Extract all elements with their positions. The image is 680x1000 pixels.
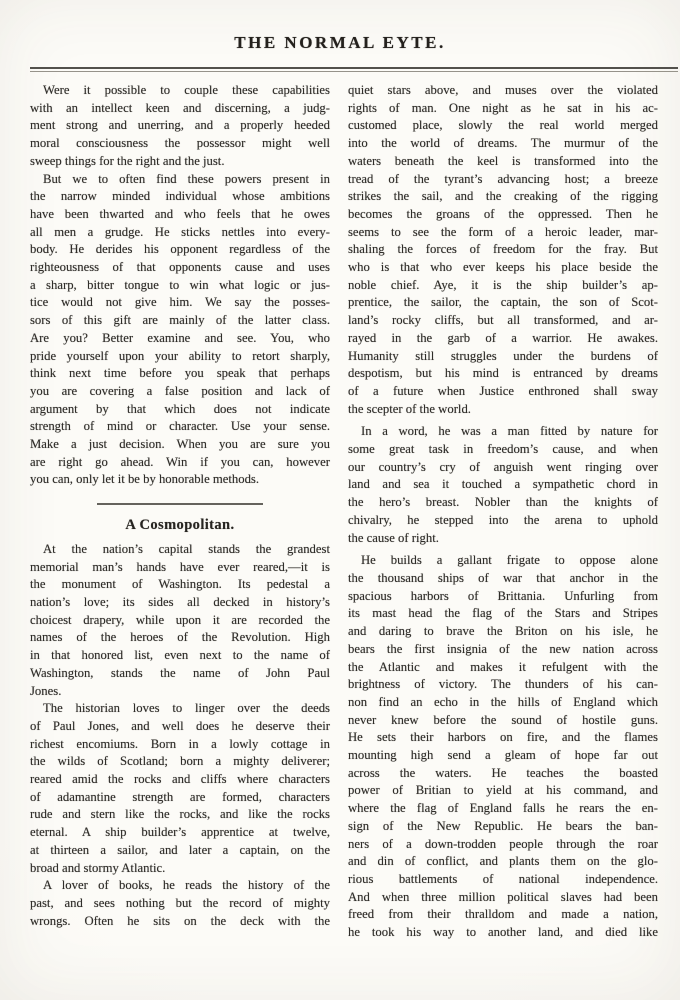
- text-line: you can, only let it be by honorable methods.: [30, 472, 260, 487]
- left-column: [30, 82, 330, 942]
- text-line: never knew before the sound of hostile guns.: [348, 712, 658, 727]
- text-line: He builds a gallant frigate to oppose alone: [361, 553, 658, 568]
- text-line: sign of the New Republic. He bears the ban-: [348, 818, 658, 833]
- text-line: prentice, the sailor, the captain, the son of Scot-: [348, 295, 658, 310]
- text-line: pride yourself upon your ability to retort sharply,: [30, 348, 330, 363]
- text-line: righteousness of that opponents cause and uses: [30, 260, 330, 275]
- text-line: But we to often find these powers present in: [43, 171, 330, 186]
- paragraph: [30, 877, 330, 930]
- text-line: of Paul Jones, and well does he deserve their: [30, 718, 330, 733]
- text-line: of adamantine strength are formed, characters: [30, 789, 330, 804]
- text-line: shaling the forces of freedom for the fray. But: [348, 242, 658, 257]
- text-line: Were it possible to couple these capabilities: [43, 83, 330, 97]
- text-line: becomes the groans of the oppressed. Then he: [348, 206, 658, 221]
- text-line: its mast head the flag of the Stars and Stripes: [348, 606, 658, 621]
- text-line: reared amid the rocks and cliffs where characters: [30, 772, 330, 787]
- text-line: in that honored list, even next to the name of: [30, 648, 330, 663]
- text-line: quiet stars above, and muses over the violated: [348, 83, 658, 97]
- text-line: where the flag of England falls he rears the en-: [348, 801, 658, 816]
- text-line: the cause of right.: [348, 530, 439, 545]
- paragraph: [30, 541, 330, 700]
- text-line: with an intellect keen and discerning, a judg-: [30, 100, 330, 115]
- text-line: rights of man. One night as he sat in his ac-: [348, 100, 658, 115]
- paragraph: [348, 423, 658, 547]
- text-line: you are covering a false position and lack of: [30, 383, 330, 398]
- text-line: waters beneath the keel is transformed into the: [348, 153, 658, 168]
- text-line: seems to see the form of a heroic leader, mar-: [348, 224, 658, 239]
- text-line: are right go ahead. Win if you can, however: [30, 454, 330, 469]
- text-line: despotism, but his mind is entranced by dreams: [348, 366, 658, 381]
- text-line: The historian loves to linger over the deeds: [43, 701, 330, 716]
- text-line: memorial man’s hands have ever reared,—it is: [30, 559, 330, 574]
- text-line: have been thwarted and who feels that he owes: [30, 206, 330, 221]
- text-line: strength of mind or character. Use your sense.: [30, 419, 330, 434]
- text-line: he took his way to another land, and died like: [348, 925, 658, 940]
- paragraph: [348, 552, 658, 941]
- text-line: eternal. A ship builder’s apprentice at twelve,: [30, 825, 330, 840]
- text-line: the scepter of the world.: [348, 401, 471, 416]
- text-line: tread of the tyrant’s advancing host; a breeze: [348, 171, 658, 186]
- text-line: mounting high send a gleam of hope far out: [348, 748, 658, 763]
- text-line: argument by that which does not indicate: [30, 401, 330, 416]
- text-line: past, and sees nothing but the record of mighty: [30, 895, 330, 910]
- text-line: choicest drapery, while upon it are recorded the: [30, 612, 330, 627]
- text-line: Are you? Better examine and see. You, who: [30, 330, 330, 345]
- text-line: who is that who ever keeps his place beside the: [348, 260, 658, 275]
- text-line: bears the first insignia of the new nation across: [348, 641, 658, 656]
- text-line: the wilds of Scotland; born a mighty deliverer;: [30, 754, 330, 769]
- text-line: body. He derides his opponent regardless of the: [30, 242, 330, 257]
- paragraph: [30, 171, 330, 490]
- text-line: the Atlantic and makes it refulgent with the: [348, 659, 658, 674]
- text-line: strikes the sail, and the creaking of the rigging: [348, 189, 658, 204]
- text-line: and daring to brave the Briton on his isle, he: [348, 624, 658, 639]
- section-divider: [97, 503, 263, 505]
- paragraph: [30, 700, 330, 877]
- text-line: Humanity still struggles under the burdens of: [348, 348, 658, 363]
- text-line: moral consciousness the possessor might well: [30, 136, 330, 151]
- text-line: broad and stormy Atlantic.: [30, 860, 166, 875]
- text-line: In a word, he was a man fitted by nature for: [361, 424, 658, 439]
- text-line: the hero’s breast. Nobler than the knights of: [348, 495, 658, 510]
- text-line: ment strong and unerring, and a properly heeded: [30, 118, 330, 133]
- text-line: noble chief. Aye, it is the ship builder’s ap-: [348, 277, 658, 292]
- text-columns: [30, 82, 658, 942]
- text-line: power of Britian to yield at his command, and: [348, 783, 658, 798]
- text-line: At the nation’s capital stands the grandest: [43, 541, 330, 556]
- text-line: A lover of books, he reads the history of the: [43, 878, 330, 893]
- text-line: And when three million political slaves had been: [348, 889, 658, 904]
- text-line: think next time before you speak that perhaps: [30, 366, 330, 381]
- text-line: names of the heroes of the Revolution. High: [30, 630, 330, 645]
- text-line: freed from their thralldom and made a nation,: [348, 907, 658, 922]
- right-column: [348, 82, 658, 942]
- text-line: customed place, slowly the real world merged: [348, 118, 658, 133]
- text-line: the monument of Washington. Its pedestal a: [30, 577, 330, 592]
- text-line: some great task in freedom’s cause, and when: [348, 442, 658, 457]
- text-line: into the world of dreams. The murmur of the: [348, 136, 658, 151]
- text-line: He sets their harbors on fire, and the flames: [348, 730, 658, 745]
- text-line: a sharp, bitter tongue to win what logic or jus-: [30, 277, 330, 292]
- text-line: tice would not give him. We say the posses-: [30, 295, 330, 310]
- text-line: and din of conflict, and plants them on the glo-: [348, 854, 658, 869]
- text-line: nation’s love; its sides all decked in history’s: [30, 594, 330, 609]
- paragraph: [348, 82, 658, 418]
- text-line: sors of this gift are mainly of the latter class.: [30, 313, 330, 328]
- text-line: land’s rocky cliffs, but all transformed, and ar-: [348, 313, 658, 328]
- masthead: [0, 33, 680, 53]
- text-line: rude and stern like the rocks, and like the rocks: [30, 807, 330, 822]
- text-line: brightness of victory. The thunders of his can-: [348, 677, 658, 692]
- text-line: sweep things for the right and the just.: [30, 153, 225, 168]
- text-line: of a future when Justice enthroned shall sway: [348, 383, 658, 398]
- text-line: rious battlements of national independence.: [348, 871, 658, 886]
- text-line: wrongs. Often he sits on the deck with the: [30, 913, 330, 928]
- text-line: the thousand ships of war that anchor in the: [348, 570, 658, 585]
- section-heading: A Cosmopolitan.: [125, 517, 235, 534]
- text-line: richest encomiums. Born in a lowly cottage in: [30, 736, 330, 751]
- text-line: our country’s cry of anguish went ringing over: [348, 459, 658, 474]
- text-line: chivalry, he stepped into the arena to uphold: [348, 512, 658, 527]
- text-line: rayed in the garb of a warrior. He awakes.: [348, 330, 658, 345]
- text-line: the narrow minded individual whose ambitions: [30, 189, 330, 204]
- paragraph: [30, 82, 330, 171]
- text-line: Jones.: [30, 683, 62, 698]
- text-line: Washington, stands the name of John Paul: [30, 665, 330, 680]
- text-line: non find an echo in the hills of England which: [348, 694, 658, 709]
- publication-title: THE NORMAL EYTE.: [234, 33, 446, 52]
- text-line: ners of a down-trodden people through the roar: [348, 836, 658, 851]
- text-line: Make a just decision. When you are sure you: [30, 437, 330, 452]
- text-line: at thirteen a sailor, and later a captain, on the: [30, 842, 330, 857]
- text-line: land and sea it touched a sympathetic chord in: [348, 477, 658, 492]
- masthead-rule: [30, 67, 678, 72]
- text-line: across the waters. He teaches the boasted: [348, 765, 658, 780]
- text-line: spacious harbors of Brittania. Unfurling from: [348, 588, 658, 603]
- text-line: all men a grudge. He sticks nettles into every-: [30, 224, 330, 239]
